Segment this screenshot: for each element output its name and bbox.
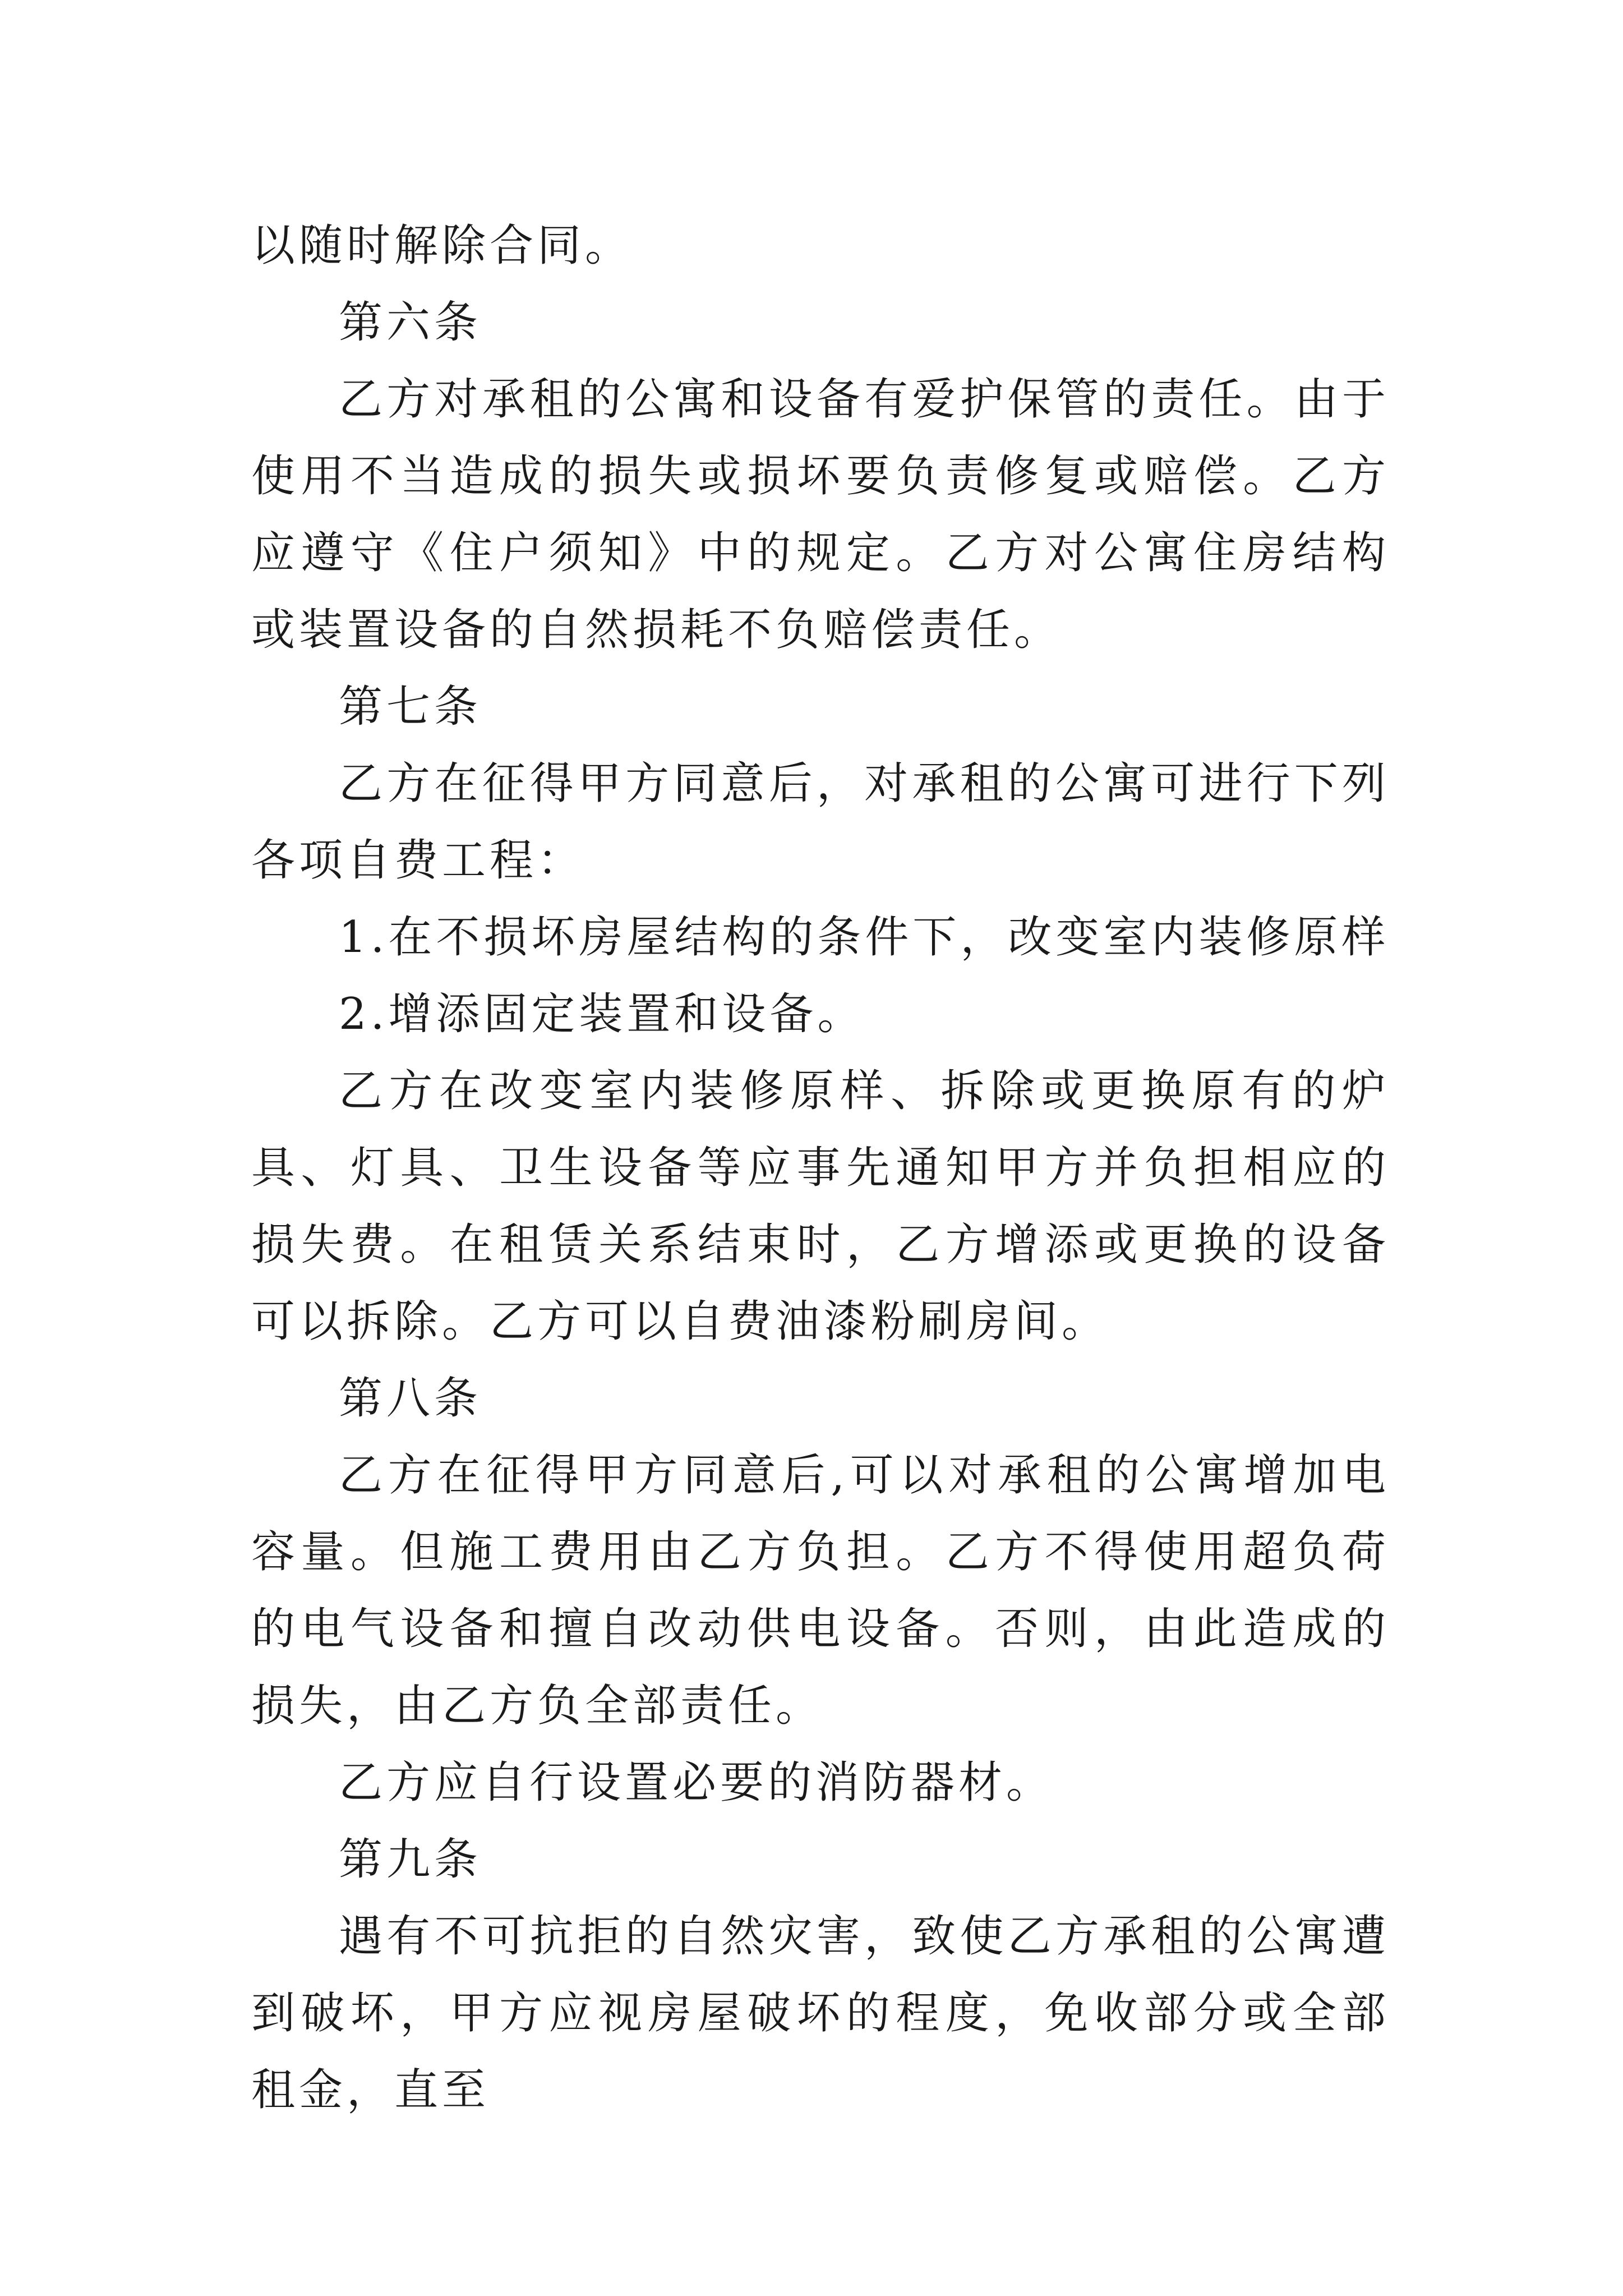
article-heading-8: 第八条	[339, 1373, 482, 1424]
paragraph-article-8: 乙方在征得甲方同意后,可以对承租的公寓增加电容量。但施工费用由乙方负担。乙方不得使用超负荷的电气设备和擅自改动供电设备。否则，由此造成的损失，由乙方负全部责任。	[251, 1450, 1390, 1731]
list-item-2: 2.增添固定装置和设备。	[339, 989, 865, 1039]
article-heading-7: 第七条	[339, 682, 482, 732]
list-item-1: 1.在不损坏房屋结构的条件下，改变室内装修原样	[339, 912, 1390, 963]
article-heading-9: 第九条	[339, 1834, 482, 1885]
paragraph-article-7-detail: 乙方在改变室内装修原样、拆除或更换原有的炉具、灯具、卫生设备等应事先通知甲方并负担相应的损失费。在租赁关系结束时，乙方增添或更换的设备可以拆除。乙方可以自费油漆粉刷房间。	[251, 1066, 1390, 1347]
article-heading-6: 第六条	[339, 297, 482, 348]
document-body	[251, 208, 1390, 2129]
paragraph-article-6: 乙方对承租的公寓和设备有爱护保管的责任。由于使用不当造成的损失或损坏要负责修复或赔偿。乙方应遵守《住户须知》中的规定。乙方对公寓住房结构或装置设备的自然损耗不负赔偿责任。	[251, 374, 1390, 655]
paragraph-fire-equipment: 乙方应自行设置必要的消防器材。	[339, 1757, 1054, 1808]
paragraph-article-9: 遇有不可抗拒的自然灾害，致使乙方承租的公寓遭到破坏，甲方应视房屋破坏的程度，免收部分或全部租金，直至	[251, 1911, 1390, 2115]
paragraph-article-7: 乙方在征得甲方同意后，对承租的公寓可进行下列各项自费工程：	[251, 758, 1390, 886]
paragraph-continuation: 以随时解除合同。	[251, 220, 633, 271]
